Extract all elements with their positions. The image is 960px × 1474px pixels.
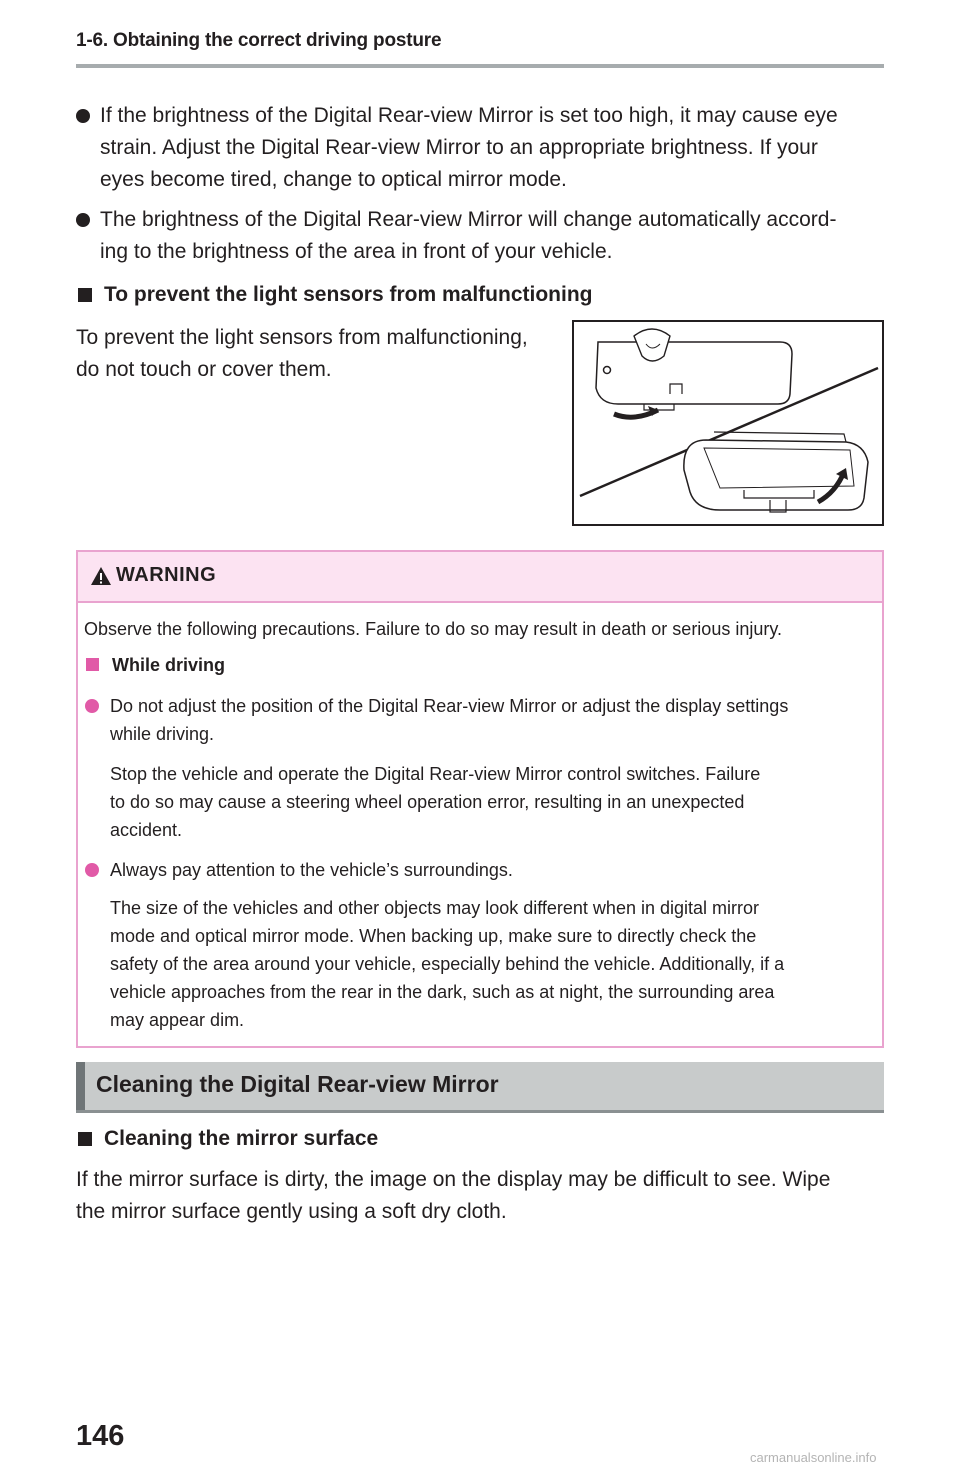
warning-label: WARNING [116,564,217,586]
warning-box [76,550,884,1048]
bullet-line: If the brightness of the Digital Rear-view Mirror is set too high, it may cause eye [100,104,838,127]
square-bullet-icon [78,1132,92,1146]
warning-item-detail: The size of the vehicles and other objects may look different when in digital mirror mode and optical mirror mode. When backing up, make sure to directly check the safety of the area around your vehicle, especially behind the vehicle. Additionally, if a vehicle approaches from the rear in the dark, such as at night, the surrounding area may appear dim. [110,898,785,1030]
warning-item: Do not adjust the position of the Digital Rear-view Mirror or adjust the display settings while driving. [110,696,789,744]
sensor-section-text: To prevent the light sensors from malfunctioning, do not touch or cover them. [76,326,528,381]
warning-item: Always pay attention to the vehicle’s surroundings. [110,860,513,880]
bullet-dot-icon [76,213,90,227]
page-header-title: 1-6. Obtaining the correct driving posture [76,30,442,51]
bullet-dot-icon [76,109,90,123]
mirror-sensors-drawing [574,322,882,524]
watermark: carmanualsonline.info [750,1450,877,1465]
mirror-illustration [572,320,884,526]
warning-intro: Observe the following precautions. Failure to do so may result in death or serious injury. [84,619,783,639]
cleaning-subheading: Cleaning the mirror surface [76,1125,378,1153]
bullet-line: The brightness of the Digital Rear-view Mirror will change automatically accord- [100,208,837,231]
bullet-line: ing to the brightness of the area in front of your vehicle. [100,240,613,263]
warning-triangle-icon [90,566,112,586]
bullet-brightness-high [76,100,884,196]
warning-subheading: While driving [112,655,226,675]
bullet-line: strain. Adjust the Digital Rear-view Mirror to an appropriate brightness. If your [100,136,818,159]
warning-header [78,552,882,603]
square-bullet-icon [86,658,99,671]
bullet-brightness-auto [76,204,884,268]
bullet-dot-icon [85,699,99,713]
header-rule [76,64,884,68]
sensor-section-heading: To prevent the light sensors from malfunctioning [76,281,592,309]
bullet-dot-icon [85,863,99,877]
cleaning-section-title: Cleaning the Digital Rear-view Mirror [96,1071,499,1097]
section-accent [76,1062,85,1110]
bullet-line: eyes become tired, change to optical mirror mode. [100,168,567,191]
square-bullet-icon [78,288,92,302]
page-number: 146 [76,1420,125,1452]
warning-item-detail: Stop the vehicle and operate the Digital Rear-view Mirror control switches. Failure to do so may cause a steering wheel operation error, resulting in an unexpected accident. [110,764,761,840]
cleaning-text: If the mirror surface is dirty, the image on the display may be difficult to see. Wipe the mirror surface gently using a soft dry cloth. [76,1168,831,1223]
cleaning-section-bar [76,1062,884,1113]
